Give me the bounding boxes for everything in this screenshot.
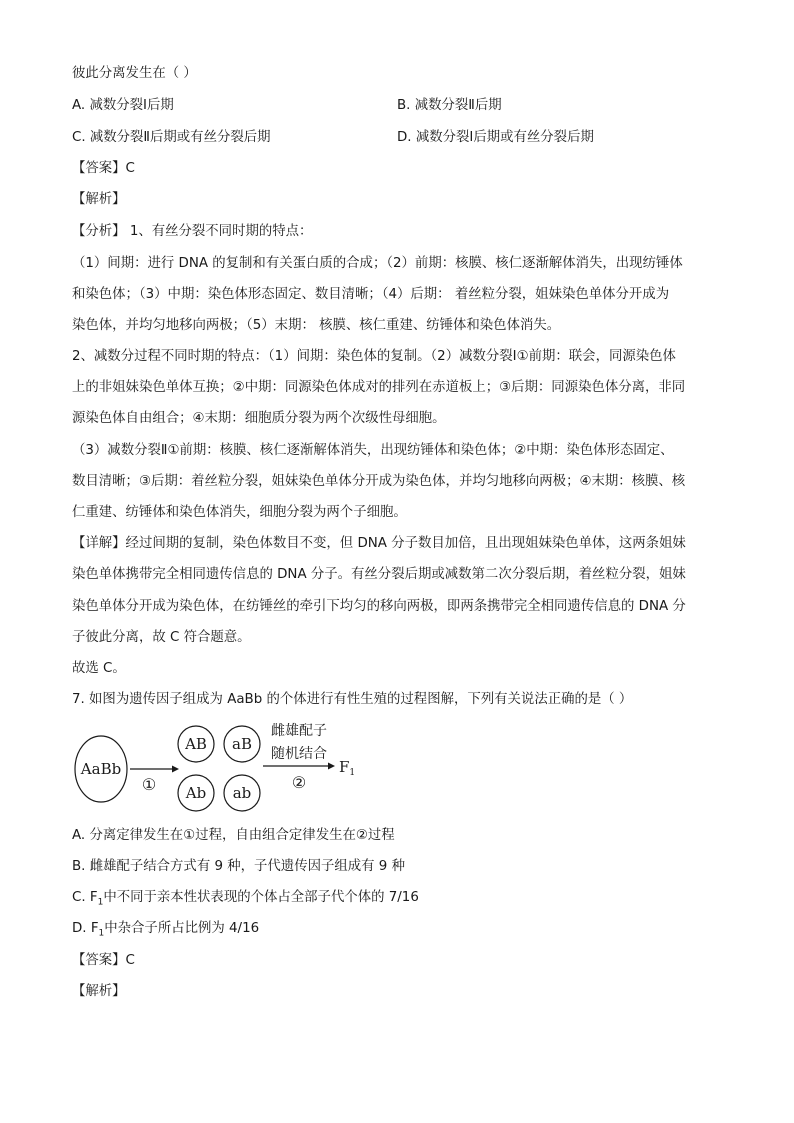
subscript-1: 1	[98, 928, 105, 939]
q7-option-c-text: 中不同于亲本性状表现的个体占全部子代个体的 7/16	[103, 890, 419, 905]
option-d: D. 减数分裂Ⅰ后期或有丝分裂后期	[397, 130, 594, 145]
arrow-2-label-bottom: 随机结合	[271, 746, 327, 762]
option-c: C. 减数分裂Ⅱ后期或有丝分裂后期	[72, 130, 271, 145]
analysis-heading-2: 【解析】	[72, 984, 126, 999]
analysis-line: （1）间期：进行 DNA 的复制和有关蛋白质的合成；（2）前期：核膜、核仁逐渐解体消失，出现纺锤体	[72, 256, 683, 271]
analysis-line: 数目清晰；③后期：着丝粒分裂，姐妹染色单体分开成为染色体，并均匀地移向两极；④末期：核膜、核	[72, 474, 686, 489]
subscript-1: 1	[97, 897, 104, 908]
gamete-ab-capital-a: Ab	[185, 784, 207, 802]
parent-genotype: AaBb	[80, 760, 122, 778]
analysis-line: 上的非姐妹染色单体互换；②中期：同源染色体成对的排列在赤道板上；③后期：同源染色体分离，非同	[72, 380, 686, 395]
q7-option-d-text: 中杂合子所占比例为 4/16	[104, 921, 260, 936]
gamete-ab-mixed: aB	[232, 735, 252, 753]
step-1-label: ①	[141, 775, 157, 794]
question-7-stem: 7. 如图为遗传因子组成为 AaBb 的个体进行有性生殖的过程图解，下列有关说法正确的是（ ）	[72, 692, 633, 707]
detail-line: 故选 C。	[72, 661, 126, 676]
option-b: B. 减数分裂Ⅱ后期	[397, 98, 502, 113]
q7-option-a: A. 分离定律发生在①过程，自由组合定律发生在②过程	[72, 828, 395, 843]
answer-label: 【答案】C	[72, 161, 135, 176]
offspring-subscript: 1	[349, 768, 356, 778]
gamete-diagram	[72, 718, 392, 818]
analysis-heading: 【解析】	[72, 192, 126, 207]
q7-option-d-prefix: D. F	[72, 921, 99, 936]
q7-option-c	[72, 888, 419, 913]
detail-line: 子彼此分离，故 C 符合题意。	[72, 630, 251, 645]
analysis-line: 和染色体；（3）中期：染色体形态固定、数目清晰；（4）后期： 着丝粒分裂，姐妹染色单体分开成为	[72, 287, 670, 302]
offspring-f: F	[339, 758, 350, 776]
q7-option-b: B. 雌雄配子结合方式有 9 种，子代遗传因子组成有 9 种	[72, 859, 405, 874]
q7-option-c-prefix: C. F	[72, 890, 98, 905]
q7-option-d	[72, 919, 259, 944]
analysis-line: 染色体，并均匀地移向两极；（5）末期： 核膜、核仁重建、纺锤体和染色体消失。	[72, 318, 561, 333]
analysis-line: 源染色体自由组合；④末期：细胞质分裂为两个次级性母细胞。	[72, 411, 446, 426]
analysis-line: （3）减数分裂Ⅱ①前期：核膜、核仁逐渐解体消失，出现纺锤体和染色体；②中期：染色体形态固定、	[72, 443, 674, 458]
answer-label-2: 【答案】C	[72, 953, 135, 968]
detail-line: 染色单体分开成为染色体，在纺锤丝的牵引下均匀的移向两极，即两条携带完全相同遗传信息的 DNA 分	[72, 599, 686, 614]
option-a: A. 减数分裂Ⅰ后期	[72, 98, 174, 113]
question-stem-end: 彼此分离发生在（ ）	[72, 66, 197, 81]
offspring-label	[339, 758, 355, 778]
arrow-2-label-top: 雌雄配子	[271, 723, 327, 739]
step-2-label: ②	[291, 773, 307, 792]
detail-line: 【详解】经过间期的复制，染色体数目不变，但 DNA 分子数目加倍，且出现姐妹染色单体，这两条姐妹	[72, 536, 686, 551]
detail-line: 染色单体携带完全相同遗传信息的 DNA 分子。有丝分裂后期或减数第二次分裂后期，着丝粒分裂，姐妹	[72, 567, 686, 582]
analysis-line: 仁重建、纺锤体和染色体消失，细胞分裂为两个子细胞。	[72, 505, 407, 520]
analysis-line: 2、减数分过程不同时期的特点：（1）间期：染色体的复制。（2）减数分裂Ⅰ①前期：联会，同源染色体	[72, 349, 676, 364]
analysis-line: 【分析】 1、有丝分裂不同时期的特点：	[72, 224, 313, 239]
gamete-ab-upper: AB	[185, 735, 207, 753]
arrow-1-head	[172, 766, 179, 773]
arrow-2-head	[328, 763, 335, 770]
gamete-ab-lower: ab	[232, 784, 252, 802]
